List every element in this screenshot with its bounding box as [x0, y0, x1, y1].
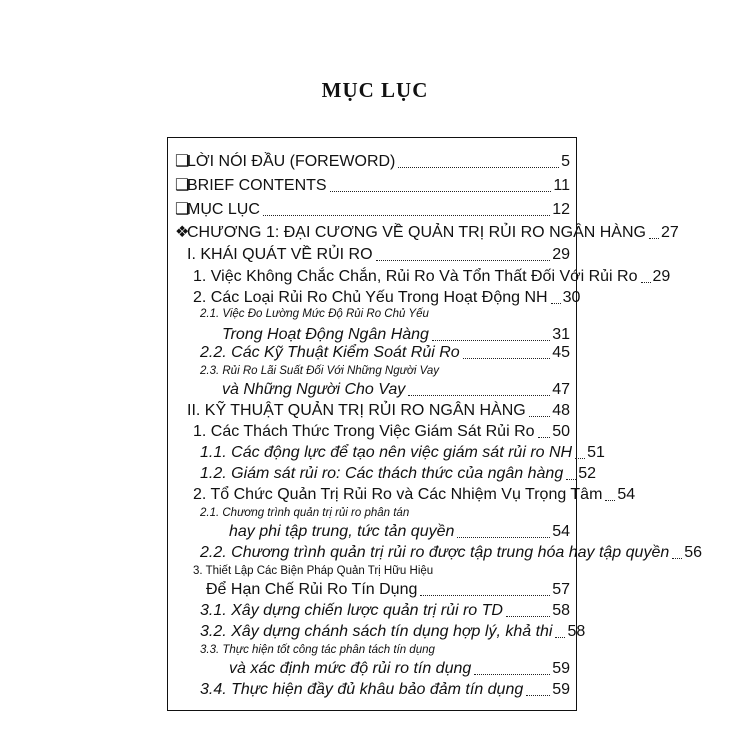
toc-entry-ii-3-4[interactable]: [200, 681, 570, 699]
page-title: MỤC LỤC: [321, 78, 429, 102]
toc-entry-page: 58: [552, 602, 570, 619]
toc-entry-page: 50: [552, 423, 570, 440]
toc-entry-page: 12: [552, 201, 570, 218]
toc-entry-page: 45: [552, 344, 570, 361]
dot-leader: [672, 558, 682, 559]
toc-entry-chapter-1[interactable]: [175, 222, 679, 242]
toc-entry-title: 1.2. Giám sát rủi ro: Các thách thức của ngân hàng: [200, 465, 564, 482]
toc-entry-title: Trong Hoạt Động Ngân Hàng: [222, 326, 429, 343]
toc-entry-ii-2[interactable]: [193, 486, 636, 504]
diamond-bullet-icon: ❖: [175, 224, 190, 241]
dot-leader: [555, 637, 565, 638]
dot-leader: [376, 260, 551, 261]
checkbox-bullet-icon: ❑: [175, 201, 190, 218]
toc-entry-page: 27: [660, 224, 679, 241]
toc-entry-title: CHƯƠNG 1: ĐẠI CƯƠNG VỀ QUẢN TRỊ RỦI RO NGÂN HÀNG: [187, 224, 646, 241]
dot-leader: [649, 238, 659, 239]
toc-entry-page: 57: [552, 581, 570, 598]
dot-leader: [263, 215, 550, 216]
toc-entry-page: 51: [587, 444, 605, 461]
toc-entry-page: 29: [652, 268, 671, 285]
toc-entry-title: 3.4. Thực hiện đầy đủ khâu bảo đảm tín dụng: [200, 681, 524, 698]
dot-leader: [432, 340, 550, 341]
toc-entry-page: 48: [552, 402, 570, 419]
dot-leader: [474, 674, 550, 675]
dot-leader: [463, 358, 551, 359]
toc-entry-ii-2-2[interactable]: [200, 544, 703, 562]
toc-entry-page: 59: [552, 660, 570, 677]
toc-entry-muc-luc[interactable]: [175, 199, 570, 219]
toc-entry-page: 29: [552, 246, 570, 263]
toc-entry-ii-1-1[interactable]: [200, 444, 605, 462]
toc-entry-title: 2.2. Chương trình quản trị rủi ro được tập trung hóa hay tập quyền: [200, 544, 670, 561]
toc-entry-ii-2-1-line1: 2.1. Chương trình quản trị rủi ro phân tán: [200, 507, 410, 519]
toc-entry-ii-1[interactable]: [193, 423, 570, 441]
toc-entry-page: 52: [578, 465, 597, 482]
toc-entry-title: I. KHÁI QUÁT VỀ RỦI RO: [187, 246, 373, 263]
toc-entry-2-3[interactable]: [222, 381, 570, 399]
toc-entry-2-2[interactable]: [200, 344, 570, 362]
dot-leader: [330, 191, 552, 192]
toc-entry-page: 5: [561, 153, 570, 170]
toc-entry-1[interactable]: [193, 268, 671, 286]
toc-entry-title: 1.1. Các động lực để tạo nên việc giám sát rủi ro NH: [200, 444, 573, 461]
toc-entry-title: 2.2. Các Kỹ Thuật Kiểm Soát Rủi Ro: [200, 344, 460, 361]
toc-entry-title: và xác định mức độ rủi ro tín dụng: [229, 660, 472, 677]
dot-leader: [566, 479, 576, 480]
dot-leader: [408, 395, 550, 396]
toc-entry-ii-3-2[interactable]: [200, 623, 586, 641]
dot-leader: [398, 167, 559, 168]
toc-entry-title: hay phi tập trung, tức tản quyền: [229, 523, 455, 540]
dot-leader: [575, 458, 585, 459]
dot-leader: [526, 695, 550, 696]
dot-leader: [529, 416, 550, 417]
toc-entry-title: 2. Các Loại Rủi Ro Chủ Yếu Trong Hoạt Động NH: [193, 289, 548, 306]
toc-entry-page: 11: [553, 177, 570, 194]
checkbox-bullet-icon: ❑: [175, 153, 190, 170]
toc-entry-title: 1. Việc Không Chắc Chắn, Rủi Ro Và Tổn Thất Đối Với Rủi Ro: [193, 268, 638, 285]
checkbox-bullet-icon: ❑: [175, 177, 190, 194]
toc-entry-brief-contents[interactable]: [175, 175, 570, 195]
toc-entry-section-ii[interactable]: [187, 402, 570, 420]
toc-entry-title: 3.2. Xây dựng chánh sách tín dụng hợp lý, khả thi: [200, 623, 553, 640]
dot-leader: [641, 282, 651, 283]
dot-leader: [605, 500, 615, 501]
toc-entry-page: 59: [552, 681, 570, 698]
dot-leader: [551, 303, 561, 304]
toc-entry-2-1[interactable]: [222, 326, 570, 344]
dot-leader: [538, 437, 551, 438]
toc-entry-ii-1-2[interactable]: [200, 465, 597, 483]
toc-entry-title: 2. Tổ Chức Quản Trị Rủi Ro và Các Nhiệm Vụ Trọng Tâm: [193, 486, 603, 503]
toc-entry-ii-3-line1: 3. Thiết Lập Các Biện Pháp Quản Trị Hữu Hiệu: [193, 565, 434, 577]
toc-entry-2-3-line1: 2.3. Rủi Ro Lãi Suất Đối Với Những Người Vay: [200, 365, 439, 377]
toc-entry-2-1-line1: 2.1. Việc Đo Lường Mức Độ Rủi Ro Chủ Yếu: [200, 308, 429, 320]
toc-entry-page: 54: [617, 486, 636, 503]
toc-entry-page: 30: [562, 289, 581, 306]
toc-entry-title: 1. Các Thách Thức Trong Việc Giám Sát Rủi Ro: [193, 423, 535, 440]
toc-entry-section-i[interactable]: [187, 246, 570, 264]
toc-entry-title: MỤC LỤC: [187, 201, 260, 218]
toc-entry-title: II. KỸ THUẬT QUẢN TRỊ RỦI RO NGÂN HÀNG: [187, 402, 526, 419]
toc-entry-title: Để Hạn Chế Rủi Ro Tín Dụng: [206, 581, 418, 598]
toc-entry-page: 58: [567, 623, 586, 640]
toc-entry-ii-2-1[interactable]: [229, 523, 570, 541]
toc-entry-foreword[interactable]: [175, 151, 570, 171]
toc-entry-page: 54: [552, 523, 570, 540]
toc-entry-title: 3.1. Xây dựng chiến lược quản trị rủi ro TD: [200, 602, 503, 619]
dot-leader: [457, 537, 550, 538]
toc-entry-page: 31: [552, 326, 570, 343]
dot-leader: [420, 595, 550, 596]
toc-entry-ii-3-3-line1: 3.3. Thực hiện tốt công tác phân tách tín dụng: [200, 644, 435, 656]
toc-entry-2[interactable]: [193, 289, 581, 307]
dot-leader: [506, 616, 550, 617]
toc-entry-title: LỜI NÓI ĐẦU (FOREWORD): [187, 153, 396, 170]
toc-entry-page: 56: [684, 544, 703, 561]
toc-entry-ii-3-1[interactable]: [200, 602, 570, 620]
toc-entry-title: BRIEF CONTENTS: [187, 177, 327, 194]
toc-entry-title: và Những Người Cho Vay: [222, 381, 406, 398]
toc-entry-ii-3[interactable]: [206, 581, 570, 599]
toc-entry-page: 47: [552, 381, 570, 398]
toc-entry-ii-3-3[interactable]: [229, 660, 570, 678]
